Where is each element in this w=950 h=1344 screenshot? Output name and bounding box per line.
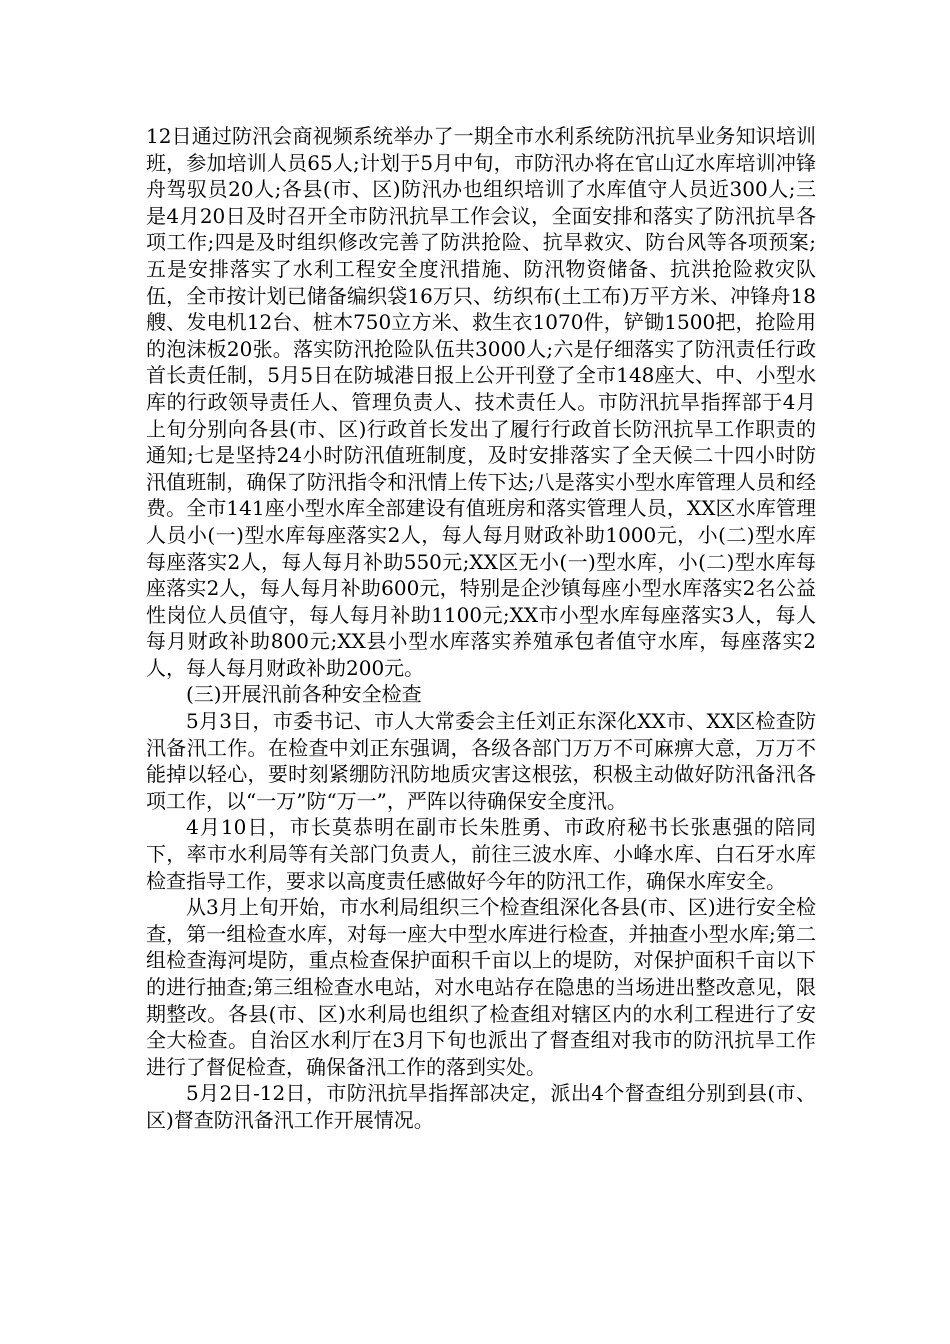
paragraph-may-supervision-groups: 5月2日-12日，市防汛抗旱指挥部决定，派出4个督查组分别到县(市、区)督查防汛备汛工作开展情况。 <box>146 1081 816 1132</box>
paragraph-march-inspection-groups: 从3月上旬开始，市水利局组织三个检查组深化各县(市、区)进行安全检查，第一组检查水库，对每一座大中型水库进行检查，并抽查小型水库;第二组检查海河堤防，重点检查保护面积千亩以上的堤防，对保护面积千亩以下的进行抽查;第三组检查水电站，对水电站存在隐患的当场进出整改意见，限期整改。各县(市、区)水利局也组织了检查组对辖区内的水利工程进行了安全大检查。自治区水利厅在3月下旬也派出了督查组对我市的防汛抗旱工作进行了督促检查，确保备汛工作的落到实处。 <box>146 895 816 1079</box>
document-body <box>146 123 816 1134</box>
paragraph-training-and-preparation: 12日通过防汛会商视频系统举办了一期全市水利系统防汛抗旱业务知识培训班，参加培训人员65人;计划于5月中旬，市防汛办将在官山辽水库培训冲锋舟驾驭员20人;各县(市、区)防汛办也组织培训了水库值守人员近300人;三是4月20日及时召开全市防汛抗旱工作会议，全面安排和落实了防汛抗旱各项工作;四是及时组织修改完善了防洪抢险、抗旱救灾、防台风等各项预案;五是安排落实了水利工程安全度汛措施、防汛物资储备、抗洪抢险救灾队伍，全市按计划已储备编织袋16万只、纺织布(土工布)万平方米、冲锋舟18艘、发电机12台、桩木750立方米、救生衣1070件，铲锄1500把，抢险用的泡沫板20张。落实防汛抢险队伍共3000人;六是仔细落实了防汛责任行政首长责任制，5月5日在防城港日报上公开刊登了全市148座大、中、小型水库的行政领导责任人、管理负责人、技术责任人。市防汛抗旱指挥部于4月上旬分别向各县(市、区)行政首长发出了履行行政首长防汛抗旱工作职责的通知;七是坚持24小时防汛值班制度，及时安排落实了全天候二十四小时防汛值班制，确保了防汛指令和汛情上传下达;八是落实小型水库管理人员和经费。全市141座小型水库全部建设有值班房和落实管理人员，XX区水库管理人员小(一)型水库每座落实2人，每人每月财政补助1000元，小(二)型水库每座落实2人，每人每月补助550元;XX区无小(一)型水库，小(二)型水库每座落实2人，每人每月补助600元，特别是企沙镇每座小型水库落实2名公益性岗位人员值守，每人每月补助1100元;XX市小型水库每座落实3人，每人每月财政补助800元;XX县小型水库落实养殖承包者值守水库，每座落实2人，每人每月财政补助200元。 <box>146 124 816 680</box>
paragraph-may-3-inspection: 5月3日，市委书记、市人大常委会主任刘正东深化XX市、XX区检查防汛备汛工作。在检查中刘正东强调，各级各部门万万不可麻痹大意，万万不能掉以轻心，要时刻紧绷防汛防地质灾害这根弦，积极主动做好防汛备汛各项工作，以“一万”防“万一”，严阵以待确保安全度汛。 <box>146 709 816 813</box>
paragraph-april-10-inspection: 4月10日，市长莫恭明在副市长朱胜勇、市政府秘书长张惠强的陪同下，率市水利局等有关部门负责人，前往三波水库、小峰水库、白石牙水库检查指导工作，要求以高度责任感做好今年的防汛工作，确保水库安全。 <box>146 815 816 893</box>
section-heading-safety-inspection: (三)开展汛前各种安全检查 <box>186 682 422 707</box>
